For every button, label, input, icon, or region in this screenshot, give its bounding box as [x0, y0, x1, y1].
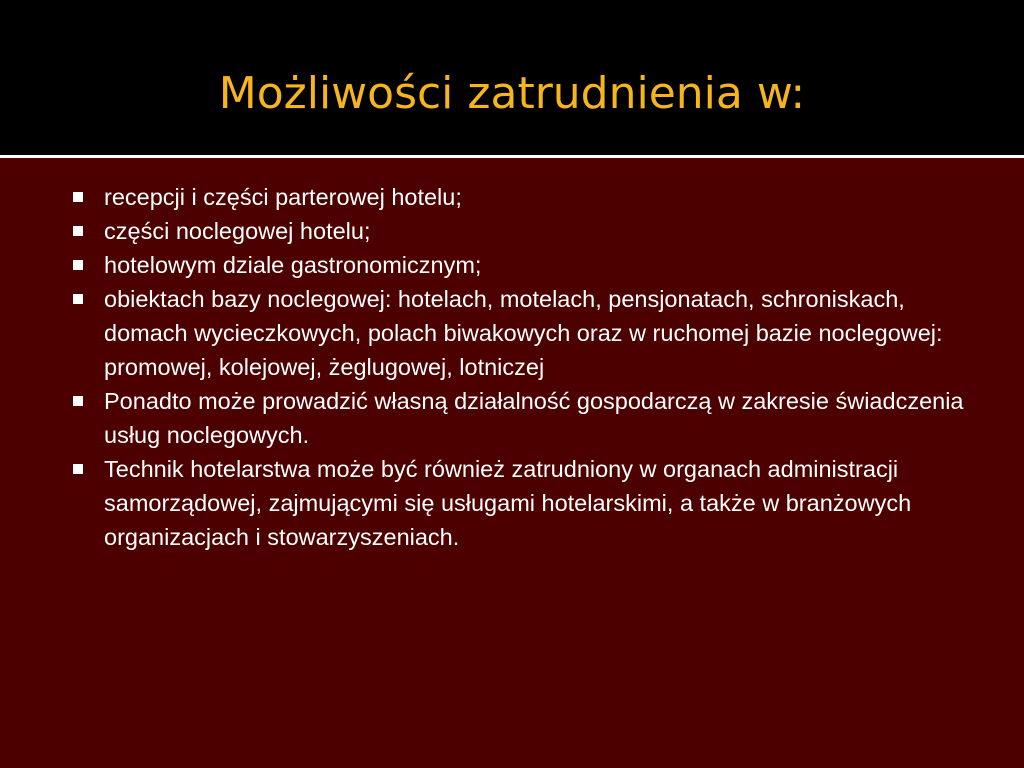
square-bullet-icon: [73, 396, 83, 406]
bullet-text: hotelowym dziale gastronomicznym;: [104, 252, 482, 278]
slide-title: Możliwości zatrudnienia w:: [218, 68, 806, 119]
bullet-item: [104, 384, 984, 452]
bullet-list: [104, 180, 984, 554]
bullet-item: [104, 180, 984, 214]
bullet-text: części noclegowej hotelu;: [104, 218, 371, 244]
title-band: [0, 0, 1024, 155]
bullet-text: Ponadto może prowadzić własną działalność gospodarczą w zakresie świadczenia usług noclegowych.: [104, 388, 964, 448]
bullet-item: [104, 214, 984, 248]
square-bullet-icon: [73, 260, 83, 270]
bullet-item: [104, 248, 984, 282]
content-panel: [0, 158, 1024, 768]
bullet-text: Technik hotelarstwa może być również zatrudniony w organach administracji samorządowej, zajmującymi się usługami hotelarskimi, a także w branżowych organizacjach i stowarzyszeniach.: [104, 456, 912, 550]
square-bullet-icon: [73, 192, 83, 202]
bullet-item: [104, 282, 984, 384]
bullet-text: obiektach bazy noclegowej: hotelach, motelach, pensjonatach, schroniskach, domach wycieczkowych, polach biwakowych oraz w ruchomej bazie noclegowej: promowej, kolejowej, żeglugowej, lotniczej: [104, 286, 943, 380]
bullet-item: [104, 452, 984, 554]
square-bullet-icon: [73, 294, 83, 304]
square-bullet-icon: [73, 226, 83, 236]
bullet-text: recepcji i części parterowej hotelu;: [104, 184, 462, 210]
square-bullet-icon: [73, 464, 83, 474]
